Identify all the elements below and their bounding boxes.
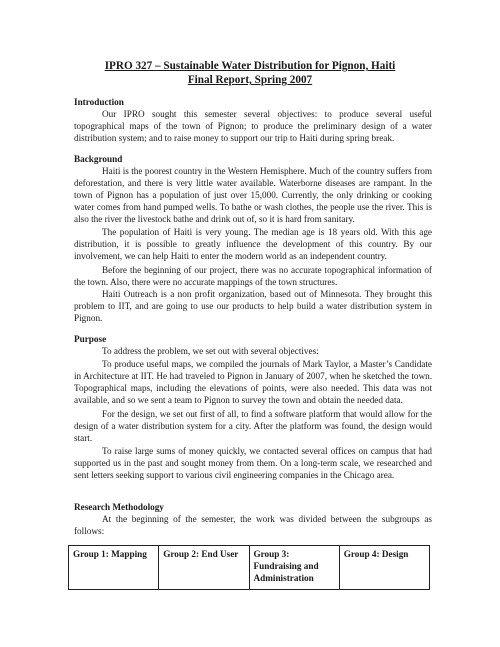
purpose-heading: Purpose [74,334,107,344]
table-row [69,546,430,590]
purpose-paragraph-1: To address the problem, we set out with several objectives: [102,346,319,356]
introduction-heading: Introduction [74,97,124,107]
table-cell-group-3: Group 3: Fundraising and Administration [249,546,339,590]
table-cell-group-4: Group 4: Design [339,546,429,590]
introduction-paragraph: Our IPRO sought this semester several objectives: to produce several useful topographical maps of the town of Pignon; to produce the preliminary design of a water distribution system; and to raise money to support our trip to Haiti during spring break. [74,109,432,143]
table-cell-group-2: Group 2: End User [159,546,249,590]
background-heading: Background [74,154,123,164]
document-title-line-2: Final Report, Spring 2007 [187,74,313,86]
background-paragraph-1: Haiti is the poorest country in the Western Hemisphere. Much of the country suffers from deforestation, and there is very little water available. Waterborne diseases are rampant. In the town of Pignon has a population of just over 15,000. Currently, the only drinking or cooking water comes from hand pumped wells. To bathe or wash clothes, the people use the river. This is also the river the livestock bathe and drink out of, so it is hard from sanitary. [74,166,432,224]
background-paragraph-2: The population of Haiti is very young. The median age is 18 years old. With this age distribution, it is possible to greatly influence the development of this country. By our involvement, we can help Haiti to enter the modern world as an independent country. [74,227,432,261]
purpose-paragraph-4: To raise large sums of money quickly, we contacted several offices on campus that had supported us in the past and sought money from them. On a long-term scale, we researched and sent letters seeking support to various civil engineering companies in the Chicago area. [74,446,432,480]
table-cell-group-1: Group 1: Mapping [69,546,159,590]
background-paragraph-3: Before the beginning of our project, there was no accurate topographical information of the town. Also, there were no accurate mappings of the town structures. [74,265,432,287]
purpose-paragraph-3: For the design, we set out first of all, to find a software platform that would allow for the design of a water distribution system for a city. After the platform was found, the design would start. [74,409,432,443]
research-methodology-heading: Research Methodology [74,502,164,512]
subgroups-table [68,545,430,590]
document-title-line-1: IPRO 327 – Sustainable Water Distribution for Pignon, Haiti [104,60,396,72]
purpose-paragraph-2: To produce useful maps, we compiled the journals of Mark Taylor, a Master’s Candidate in Architecture at IIT. He had traveled to Pignon in January of 2007, when he sketched the town. Topographical maps, including the elevations of points, were also needed. This data was not available, and so we sent a team to Pignon to survey the town and obtain the needed data. [74,359,432,405]
background-paragraph-4: Haiti Outreach is a non profit organization, based out of Minnesota. They brought this problem to IIT, and are going to use our products to help build a water distribution system in Pignon. [74,289,432,323]
research-methodology-paragraph: At the beginning of the semester, the work was divided between the subgroups as follows: [74,514,432,536]
